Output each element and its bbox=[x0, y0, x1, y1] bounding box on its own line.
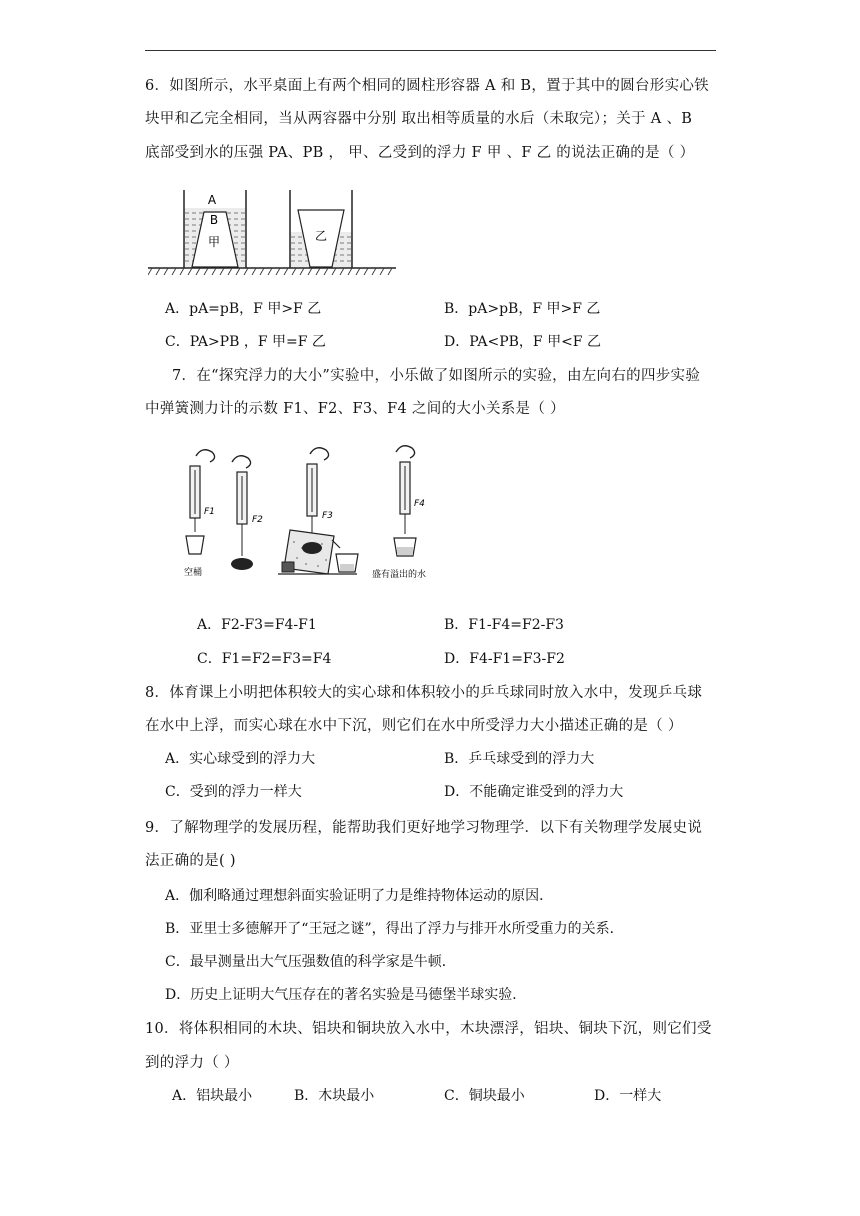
q9-option-b[interactable]: B．亚里士多德解开了“王冠之谜”，得出了浮力与排开水所受重力的关系． bbox=[165, 921, 624, 937]
q7-step4 bbox=[372, 446, 426, 580]
q10-stem-line2: 到的浮力（ ） bbox=[145, 1055, 239, 1071]
q6-label-yi: 乙 bbox=[314, 229, 328, 243]
q6-option-b[interactable]: B．pA>pB，F 甲>F 乙 bbox=[444, 301, 601, 317]
q6-option-d[interactable]: D．PA<PB，F 甲<F 乙 bbox=[444, 334, 601, 350]
q6-label-jia: 甲 bbox=[207, 235, 221, 249]
q7-option-a[interactable]: A．F2-F3=F4-F1 bbox=[197, 617, 317, 633]
q6-stem-line2: 块甲和乙完全相同，当从两容器中分别 取出相等质量的水后（未取完）；关于 A 、B bbox=[145, 111, 693, 127]
q8-option-d[interactable]: D．不能确定谁受到的浮力大 bbox=[444, 784, 624, 800]
q7-caption-empty-bucket: 空桶 bbox=[184, 568, 203, 578]
q8-option-b[interactable]: B．乒乓球受到的浮力大 bbox=[444, 751, 595, 767]
q7-stem-line1: 7．在“探究浮力的大小”实验中，小乐做了如图所示的实验，由左向右的四步实验 bbox=[172, 368, 701, 384]
q10-stem-line1: 10．将体积相同的木块、铝块和铜块放入水中，木块漂浮，铝块、铜块下沉，则它们受 bbox=[145, 1021, 712, 1037]
q6-stem-line3: 底部受到水的压强 PA、PB ， 甲、乙受到的浮力 F 甲 、F 乙 的说法正确的是（ ） bbox=[145, 145, 695, 161]
q7-step1 bbox=[184, 450, 215, 578]
q10-option-d[interactable]: D．一样大 bbox=[594, 1088, 662, 1104]
q9-stem-line1: 9．了解物理学的发展历程，能帮助我们更好地学习物理学．以下有关物理学发展史说 bbox=[145, 820, 703, 836]
q10-option-c[interactable]: C．铜块最小 bbox=[444, 1088, 525, 1104]
q8-option-c[interactable]: C．受到的浮力一样大 bbox=[165, 784, 302, 800]
q8-stem-line2: 在水中上浮，而实心球在水中下沉，则它们在水中所受浮力大小描述正确的是（ ） bbox=[145, 718, 683, 734]
q7-label-f2: F2 bbox=[252, 515, 263, 525]
q7-label-f1: F1 bbox=[204, 507, 215, 517]
q9-option-a[interactable]: A．伽利略通过理想斜面实验证明了力是维持物体运动的原因． bbox=[165, 888, 554, 904]
q6-option-a[interactable]: A．pA=pB，F 甲>F 乙 bbox=[165, 301, 322, 317]
q9-stem-line2: 法正确的是( ) bbox=[145, 853, 236, 869]
q6-option-c[interactable]: C．PA>PB ，F 甲=F 乙 bbox=[165, 334, 326, 350]
q7-step3 bbox=[278, 448, 358, 574]
q10-option-b[interactable]: B．木块最小 bbox=[294, 1088, 375, 1104]
q7-option-c[interactable]: C．F1=F2=F3=F4 bbox=[197, 651, 332, 667]
q10-option-a[interactable]: A．铝块最小 bbox=[172, 1088, 253, 1104]
q7-stem-line2: 中弹簧测力计的示数 F1、F2、F3、F4 之间的大小关系是（ ） bbox=[145, 401, 565, 417]
header-rule bbox=[145, 50, 716, 51]
q7-option-d[interactable]: D．F4-F1=F3-F2 bbox=[444, 651, 565, 667]
q7-caption-overflow-water: 盛有溢出的水 bbox=[372, 570, 427, 580]
q6-label-b: B bbox=[209, 213, 219, 227]
q7-figure-experiment bbox=[182, 444, 452, 584]
q9-option-d[interactable]: D．历史上证明大气压存在的著名实验是马德堡半球实验． bbox=[165, 987, 527, 1003]
q7-step2 bbox=[231, 456, 263, 570]
q6-figure-containers bbox=[148, 188, 398, 280]
q8-option-a[interactable]: A．实心球受到的浮力大 bbox=[165, 751, 316, 767]
q6-label-a: A bbox=[207, 193, 217, 207]
q7-label-f4: F4 bbox=[414, 499, 425, 509]
q9-option-c[interactable]: C．最早测量出大气压强数值的科学家是牛顿． bbox=[165, 954, 456, 970]
q6-stem-line1: 6．如图所示，水平桌面上有两个相同的圆柱形容器 A 和 B，置于其中的圆台形实心铁 bbox=[145, 78, 709, 94]
q7-option-b[interactable]: B．F1-F4=F2-F3 bbox=[444, 617, 564, 633]
q8-stem-line1: 8．体育课上小明把体积较大的实心球和体积较小的乒乓球同时放入水中，发现乒乓球 bbox=[145, 685, 703, 701]
q7-label-f3: F3 bbox=[322, 511, 333, 521]
